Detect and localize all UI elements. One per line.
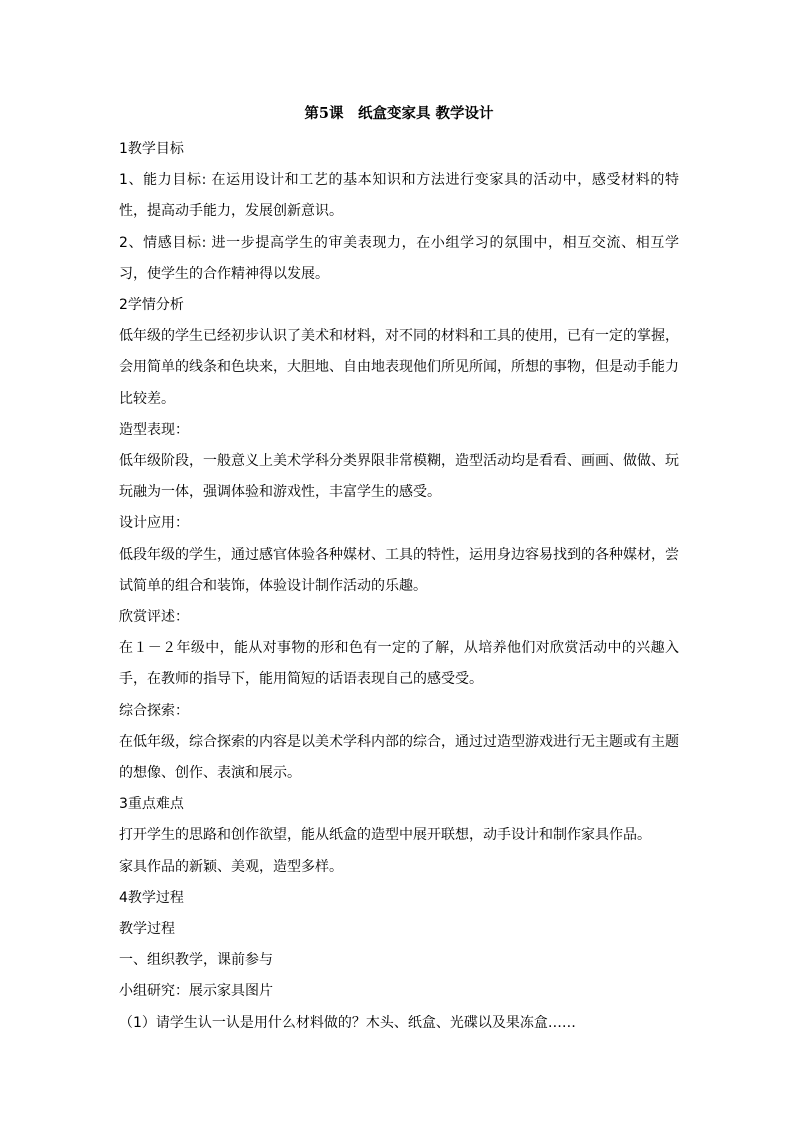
paragraph-organize-teaching: 一、组织教学，课前参与 [119, 952, 273, 969]
paragraph-difficult-point: 家具作品的新颖、美观，造型多样。 [119, 858, 343, 875]
subheading-teaching-process: 教学过程 [119, 921, 175, 938]
section-heading-teaching-goals: 1教学目标 [119, 141, 184, 157]
section-heading-key-points: 3重点难点 [119, 796, 184, 813]
paragraph-exploration: 在低年级，综合探索的内容是以美术学科内部的综合，通过过造型游戏进行无主题或有主题的想像、创作、表演和展示。 [119, 733, 679, 782]
paragraph-ability-goal: 1、能力目标: 在运用设计和工艺的基本知识和方法进行变家具的活动中，感受材料的特性，提高动手能力，发展创新意识。 [119, 172, 679, 220]
subheading-exploration: 综合探索： [119, 702, 189, 719]
subheading-design: 设计应用： [119, 515, 189, 532]
paragraph-design: 低段年级的学生，通过感官体验各种媒材、工具的特性，运用身边容易找到的各种媒材，尝试简单的组合和装饰，体验设计制作活动的乐趣。 [119, 546, 679, 594]
document-body [119, 104, 679, 1039]
paragraph-question-1: （1）请学生认一认是用什么材料做的？木头、纸盒、光碟以及果冻盒…… [119, 1014, 576, 1031]
paragraph-student-analysis: 低年级的学生已经初步认识了美术和材料，对不同的材料和工具的使用，已有一定的掌握，会用简单的线条和色块来，大胆地、自由地表现他们所见所闻，所想的事物，但是动手能力比较差。 [119, 328, 679, 407]
subheading-modeling: 造型表现： [119, 421, 189, 438]
paragraph-emotion-goal: 2、情感目标: 进一步提高学生的审美表现力，在小组学习的氛围中，相互交流、相互学习，使学生的合作精神得以发展。 [119, 234, 679, 282]
document-title: 第5课 纸盒变家具 教学设计 [304, 105, 494, 122]
paragraph-group-research: 小组研究：展示家具图片 [119, 983, 273, 1000]
section-heading-student-analysis: 2学情分析 [119, 297, 184, 314]
paragraph-key-point: 打开学生的思路和创作欲望，能从纸盒的造型中展开联想，动手设计和制作家具作品。 [119, 827, 651, 844]
section-heading-teaching-process: 4教学过程 [119, 889, 184, 906]
paragraph-appreciation: 在１－２年级中，能从对事物的形和色有一定的了解，从培养他们对欣赏活动中的兴趣入手，在教师的指导下，能用简短的话语表现自己的感受受。 [119, 640, 679, 688]
paragraph-modeling: 低年级阶段，一般意义上美术学科分类界限非常模糊，造型活动均是看看、画画、做做、玩玩融为一体，强调体验和游戏性，丰富学生的感受。 [119, 453, 679, 501]
subheading-appreciation: 欣赏评述： [119, 609, 189, 626]
